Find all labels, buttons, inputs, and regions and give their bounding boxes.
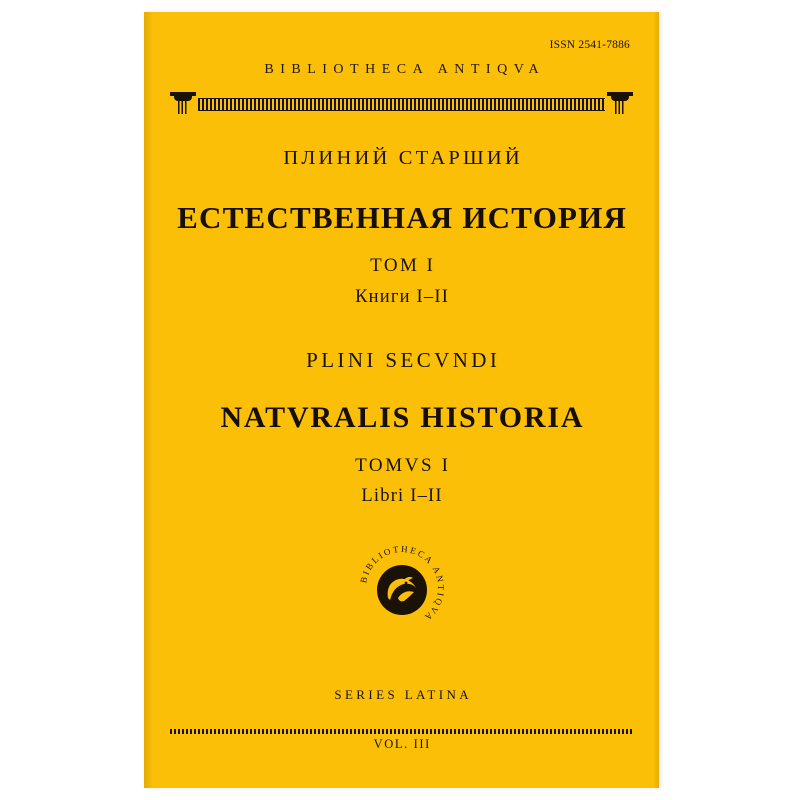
top-ornament bbox=[170, 92, 633, 114]
publisher-emblem-icon bbox=[354, 540, 450, 636]
latin-author: PLINI SECVNDI bbox=[306, 348, 501, 372]
issn-label: ISSN 2541-7886 bbox=[549, 39, 630, 51]
greek-key-rule bbox=[198, 98, 605, 111]
russian-volume: ТОМ I bbox=[370, 255, 436, 276]
column-capital-left-icon bbox=[170, 92, 196, 114]
latin-books-range: Libri I–II bbox=[361, 486, 443, 506]
bottom-ornament bbox=[170, 726, 633, 736]
series-header: BIBLIOTHECA ANTIQVA bbox=[264, 62, 546, 77]
column-capital-right-icon bbox=[607, 92, 633, 114]
latin-volume: TOMVS I bbox=[355, 455, 451, 476]
series-latina-label: SERIES LATINA bbox=[334, 687, 473, 702]
volume-number-label: VOL. III bbox=[356, 737, 448, 752]
russian-books-range: Книги I–II bbox=[355, 287, 450, 307]
fore-edge-shading bbox=[653, 12, 659, 788]
book-cover bbox=[144, 12, 659, 788]
spine-shading bbox=[144, 12, 153, 788]
russian-title: ЕСТЕСТВЕННАЯ ИСТОРИЯ bbox=[177, 200, 628, 235]
svg-text:BIBLIOTHECA ANTIQVA: BIBLIOTHECA ANTIQVA bbox=[357, 543, 446, 624]
latin-title: NATVRALIS HISTORIA bbox=[220, 401, 585, 434]
russian-author: ПЛИНИЙ СТАРШИЙ bbox=[283, 147, 523, 169]
greek-key-rule-bottom bbox=[170, 729, 633, 734]
